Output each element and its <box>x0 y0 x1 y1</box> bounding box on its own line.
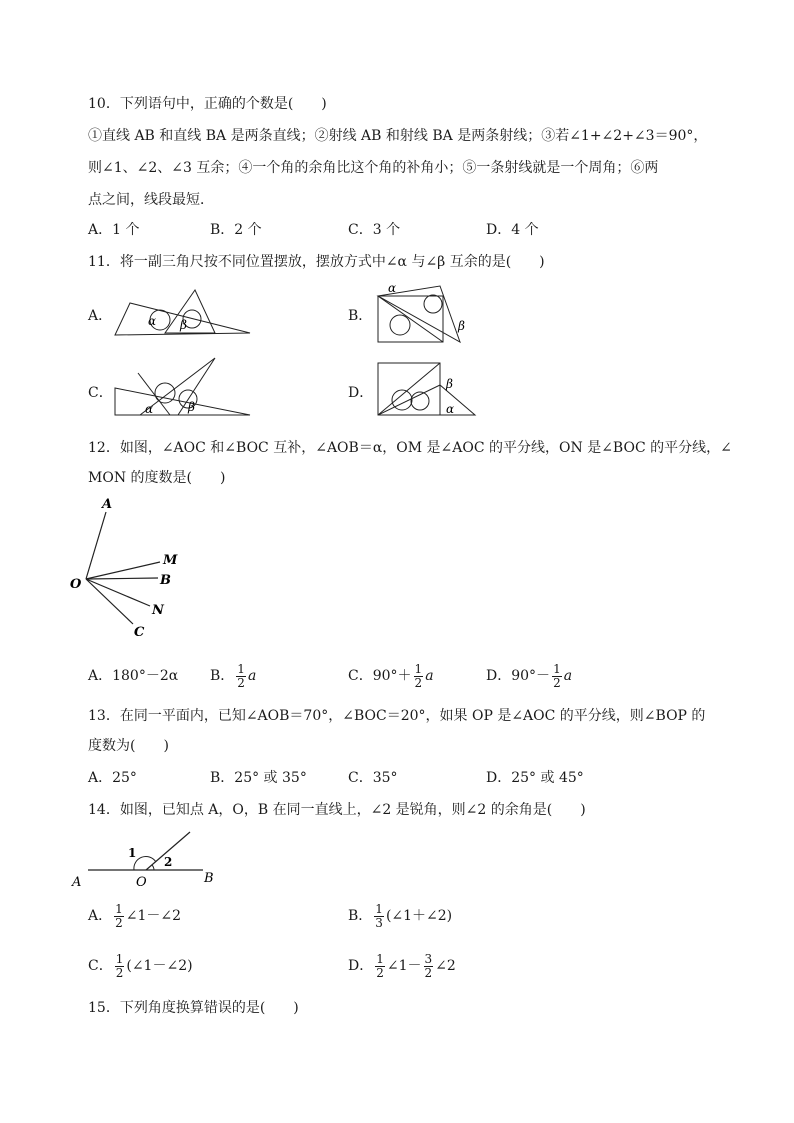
q11-b-alpha-label: α <box>388 281 397 295</box>
q14-label-b: B <box>204 871 214 886</box>
fraction-numerator: 1 <box>553 661 561 676</box>
q12-option-c-prefix: C． <box>348 668 373 684</box>
q10-option-b: B．2 个 <box>210 222 262 238</box>
q12-label-a: A <box>102 497 113 512</box>
q11-option-c-letter: C． <box>88 385 113 401</box>
q11-a-beta-label: β <box>180 318 187 332</box>
q14-option-d-prefix: D． <box>348 958 374 974</box>
q14-label-a: A <box>72 875 82 890</box>
q11-stem: 11．将一副三角尺按不同位置摆放，摆放方式中∠α 与∠β 互余的是( ) <box>88 254 545 270</box>
fraction-numerator: 1 <box>414 661 423 676</box>
q14-option-b-expression: (∠1＋∠2) <box>385 908 453 924</box>
q12-figure <box>68 494 198 642</box>
q11-option-b-letter: B． <box>348 308 373 324</box>
fraction-numerator: 1 <box>375 901 383 916</box>
q12-stem-line1: 12．如图，∠AOC 和∠BOC 互补，∠AOB＝α，OM 是∠AOC 的平分线，ON 是∠BOC 的平分线，∠ <box>88 440 732 456</box>
q12-stem-line2: MON 的度数是( ) <box>88 470 226 486</box>
q14-option-d-fraction-1 <box>375 953 385 980</box>
q11-option-d-letter: D． <box>348 385 374 401</box>
q14-stem: 14．如图，已知点 A，O，B 在同一直线上，∠2 是锐角，则∠2 的余角是( ) <box>88 802 586 818</box>
q11-figure-b <box>370 278 480 346</box>
q11-b-beta-label: β <box>458 319 465 333</box>
q12-option-d-variable: a <box>563 668 573 684</box>
q12-option-c <box>348 656 434 696</box>
q14-option-b-prefix: B． <box>348 908 373 924</box>
q14-label-1: 1 <box>128 846 137 860</box>
q14-option-c <box>88 946 193 986</box>
q15-stem: 15．下列角度换算错误的是( ) <box>88 1000 299 1016</box>
q11-c-beta-label: β <box>188 400 195 414</box>
fraction-denominator: 2 <box>414 675 423 690</box>
q14-label-2: 2 <box>164 855 173 869</box>
q10-option-d: D．4 个 <box>486 222 539 238</box>
q12-option-a: A．180°－2α <box>88 668 179 684</box>
q14-option-d-middle: ∠1－ <box>386 958 422 974</box>
q10-option-c: C．3 个 <box>348 222 401 238</box>
fraction-numerator: 1 <box>376 951 384 966</box>
q12-option-d-prefix: D． <box>486 668 512 684</box>
q12-option-c-lead: 90°＋ <box>372 668 412 684</box>
q14-option-c-prefix: C． <box>88 958 113 974</box>
q11-option-a-letter: A． <box>88 308 113 324</box>
q14-option-d <box>348 946 456 986</box>
fraction-denominator: 3 <box>375 915 383 930</box>
q14-option-a <box>88 896 181 936</box>
fraction-numerator: 1 <box>237 661 245 676</box>
q14-option-a-fraction <box>114 903 124 930</box>
q12-label-c: C <box>134 625 145 640</box>
q14-option-d-fraction-2 <box>424 953 434 980</box>
q12-option-c-fraction <box>414 663 424 690</box>
q10-statement-line1: ①直线 AB 和直线 BA 是两条直线；②射线 AB 和射线 BA 是两条射线；③若∠1+∠2+∠3＝90°， <box>88 128 708 144</box>
q12-option-b-variable: a <box>247 668 257 684</box>
fraction-denominator: 2 <box>237 675 245 690</box>
q13-option-b: B．25° 或 35° <box>210 770 307 786</box>
q12-option-b <box>210 656 256 696</box>
q13-option-c: C．35° <box>348 770 398 786</box>
q12-option-d <box>486 656 572 696</box>
q10-statement-line3: 点之间，线段最短． <box>88 192 214 208</box>
fraction-numerator: 3 <box>424 951 433 966</box>
q12-option-c-variable: a <box>425 668 434 684</box>
q14-option-b-fraction <box>374 903 384 930</box>
q11-figure-d <box>370 355 480 420</box>
q14-option-d-expression: ∠2 <box>435 958 456 974</box>
fraction-numerator: 1 <box>115 951 124 966</box>
q12-label-o: O <box>70 577 82 592</box>
q14-option-c-expression: (∠1－∠2) <box>126 958 193 974</box>
q12-label-m: M <box>163 553 178 568</box>
q13-option-d: D．25° 或 45° <box>486 770 584 786</box>
q14-option-b <box>348 896 452 936</box>
q11-figure-a <box>110 285 255 340</box>
q14-option-a-expression: ∠1－∠2 <box>125 908 182 924</box>
q10-stem: 10．下列语句中，正确的个数是( ) <box>88 96 327 112</box>
q10-option-a: A．1 个 <box>88 222 140 238</box>
q14-figure <box>68 826 228 890</box>
fraction-denominator: 2 <box>115 965 124 980</box>
fraction-numerator: 1 <box>115 901 123 916</box>
q11-c-alpha-label: α <box>145 402 154 416</box>
q12-label-n: N <box>152 603 164 618</box>
q14-option-c-fraction <box>115 953 125 980</box>
q14-label-o: O <box>136 875 147 890</box>
q12-option-d-lead: 90°－ <box>511 668 551 684</box>
q12-option-d-fraction <box>552 663 562 690</box>
q12-option-b-fraction <box>236 663 246 690</box>
q13-stem-line2: 度数为( ) <box>88 738 169 754</box>
q12-option-b-prefix: B． <box>210 668 235 684</box>
fraction-denominator: 2 <box>553 675 561 690</box>
q13-option-a: A．25° <box>88 770 137 786</box>
q11-d-beta-label: β <box>446 377 453 391</box>
q11-a-alpha-label: α <box>148 314 157 328</box>
q11-d-alpha-label: α <box>446 402 455 416</box>
fraction-denominator: 2 <box>424 965 433 980</box>
fraction-denominator: 2 <box>376 965 384 980</box>
q13-stem-line1: 13．在同一平面内，已知∠AOB＝70°，∠BOC＝20°，如果 OP 是∠AOC 的平分线，则∠BOP 的 <box>88 708 706 724</box>
fraction-denominator: 2 <box>115 915 123 930</box>
q10-statement-line2: 则∠1、∠2、∠3 互余；④一个角的余角比这个角的补角小；⑤一条射线就是一个周角；⑥两 <box>88 160 659 176</box>
q12-label-b: B <box>160 573 171 588</box>
q14-option-a-prefix: A． <box>88 908 113 924</box>
q11-figure-c <box>110 353 255 421</box>
